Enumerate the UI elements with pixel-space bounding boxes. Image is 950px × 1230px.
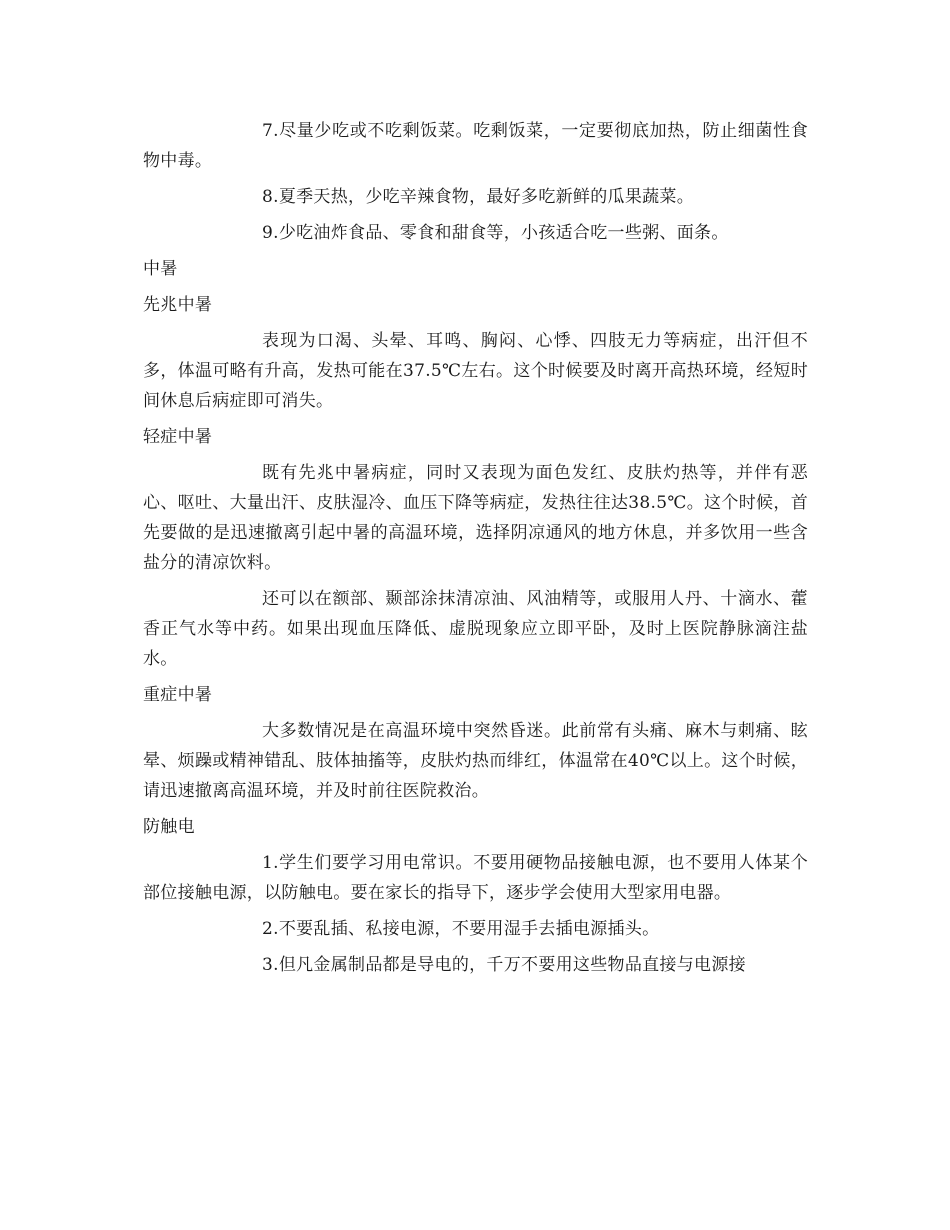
paragraph-item-9: 9.少吃油炸食品、零食和甜食等，小孩适合吃一些粥、面条。 xyxy=(262,223,729,243)
section-heading-heatstroke: 中暑 xyxy=(143,259,178,279)
paragraph-mild-symptoms: 既有先兆中暑病症，同时又表现为面色发红、皮肤灼热等，并伴有恶心、呕吐、大量出汗、皮肤湿冷、血压下降等病症，发热往往达38.5℃。这个时候，首先要做的是迅速撤离引起中暑的高温环境，选择阴凉通风的地方休息，并多饮用一些含盐分的清凉饮料。 xyxy=(143,463,808,573)
paragraph-early-symptoms: 表现为口渴、头晕、耳鸣、胸闷、心悸、四肢无力等病症，出汗但不多，体温可略有升高，发热可能在37.5℃左右。这个时候要及时离开高热环境，经短时间休息后病症即可消失。 xyxy=(143,331,808,411)
paragraph-severe-symptoms: 大多数情况是在高温环境中突然昏迷。此前常有头痛、麻木与刺痛、眩晕、烦躁或精神错乱、肢体抽搐等，皮肤灼热而绯红，体温常在40℃以上。这个时候，请迅速撤离高温环境，并及时前往医院救治。 xyxy=(143,721,808,801)
subheading-severe-heatstroke: 重症中暑 xyxy=(143,685,213,705)
subheading-mild-heatstroke: 轻症中暑 xyxy=(143,427,213,447)
document-page xyxy=(143,116,808,986)
paragraph-electric-1: 1.学生们要学习用电常识。不要用硬物品接触电源，也不要用人体某个部位接触电源，以防触电。要在家长的指导下，逐步学会使用大型家用电器。 xyxy=(143,853,808,903)
paragraph-item-8: 8.夏季天热，少吃辛辣食物，最好多吃新鲜的瓜果蔬菜。 xyxy=(262,187,695,207)
paragraph-item-7: 7.尽量少吃或不吃剩饭菜。吃剩饭菜，一定要彻底加热，防止细菌性食物中毒。 xyxy=(143,121,808,171)
section-heading-electric-safety: 防触电 xyxy=(143,817,195,837)
subheading-early-heatstroke: 先兆中暑 xyxy=(143,295,213,315)
paragraph-electric-2: 2.不要乱插、私接电源，不要用湿手去插电源插头。 xyxy=(262,919,660,939)
paragraph-electric-3: 3.但凡金属制品都是导电的，千万不要用这些物品直接与电源接 xyxy=(262,955,746,975)
paragraph-mild-treatment: 还可以在额部、颞部涂抹清凉油、风油精等，或服用人丹、十滴水、藿香正气水等中药。如果出现血压降低、虚脱现象应立即平卧，及时上医院静脉滴注盐水。 xyxy=(143,589,808,669)
